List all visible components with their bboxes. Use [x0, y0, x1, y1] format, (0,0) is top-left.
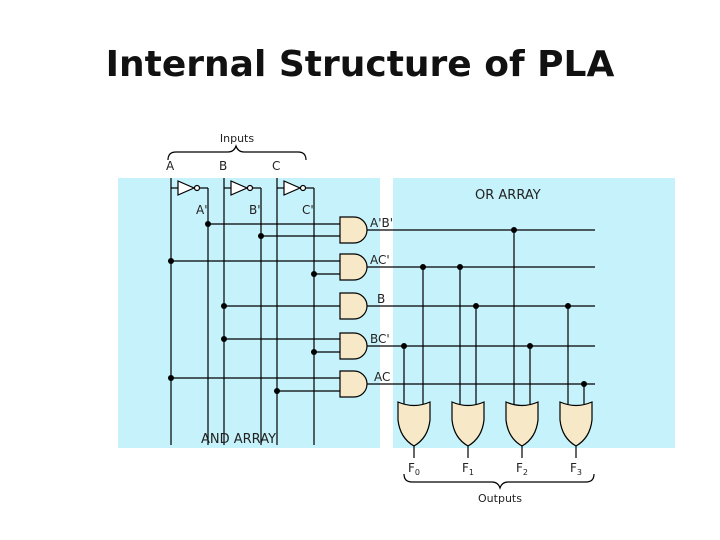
- term-label-1: A'B': [370, 216, 394, 230]
- or-array-label: OR ARRAY: [475, 188, 541, 203]
- inputs-label: Inputs: [219, 132, 255, 145]
- and-gate-1: [340, 217, 367, 243]
- input-a-label: A: [166, 159, 175, 173]
- output-f0-label: $F_0$: [408, 461, 420, 477]
- outputs-label: Outputs: [478, 492, 522, 505]
- input-c-complement-label: C': [302, 203, 314, 217]
- output-f2-label: $F_2$: [516, 461, 528, 477]
- input-c-label: C: [272, 159, 281, 173]
- page-title: Internal Structure of PLA: [105, 44, 615, 85]
- term-label-4: BC': [370, 332, 390, 346]
- term-label-3: B: [377, 292, 386, 306]
- and-gate-2: [340, 254, 367, 280]
- term-label-5: AC: [374, 370, 391, 384]
- term-label-2: AC': [370, 253, 390, 267]
- and-gate-5: [340, 371, 367, 397]
- inputs-brace: [168, 146, 306, 160]
- input-b-complement-label: B': [249, 203, 261, 217]
- and-gate-3: [340, 293, 367, 319]
- output-f1-label: $F_1$: [462, 461, 474, 477]
- and-gate-4: [340, 333, 367, 359]
- input-b-label: B: [219, 159, 228, 173]
- input-a-complement-label: A': [196, 203, 208, 217]
- output-f3-label: $F_3$: [570, 461, 582, 477]
- and-array-label: AND ARRAY: [201, 432, 277, 447]
- outputs-brace: [404, 474, 594, 488]
